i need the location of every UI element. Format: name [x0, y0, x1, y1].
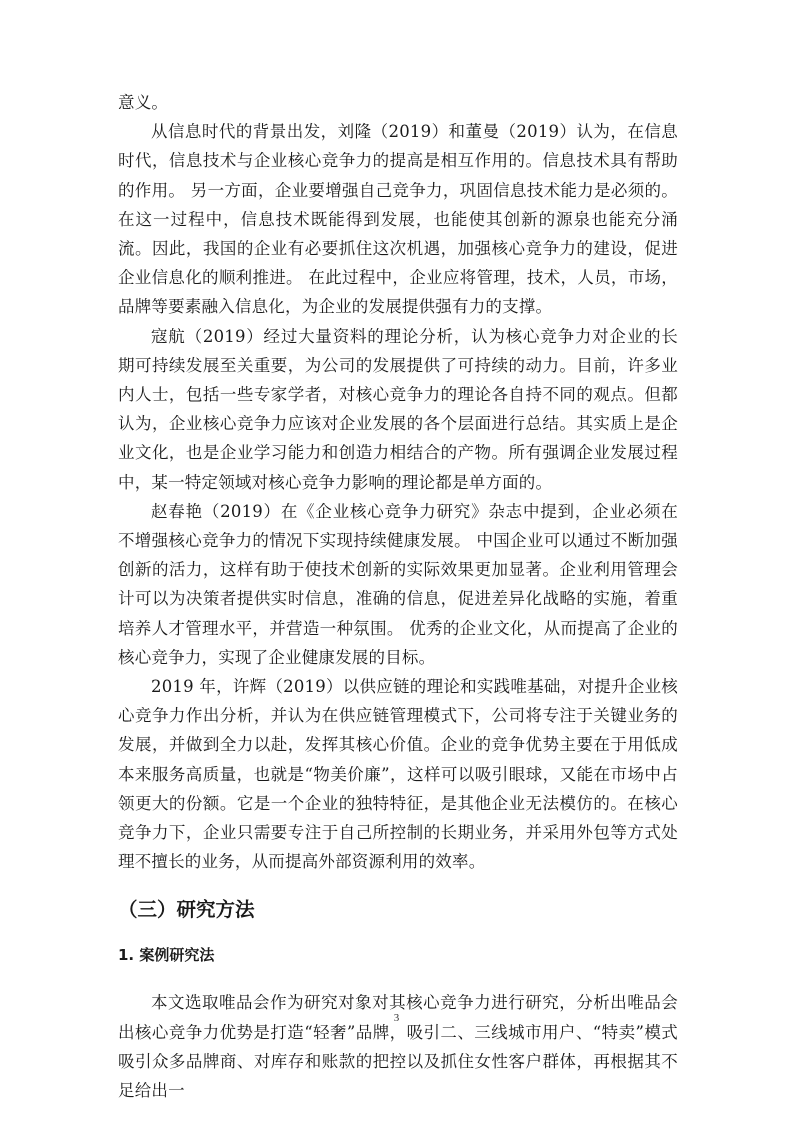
page-content — [118, 88, 678, 1105]
paragraph-kou-hang: 寇航（2019）经过大量资料的理论分析，认为核心竞争力对企业的长期可持续发展至关重要，为公司的发展提供了可持续的动力。目前，许多业内人士，包括一些专家学者，对核心竞争力的理论各自持不同的观点。但都认为，企业核心竞争力应该对企业发展的各个层面进行总结。其实质上是企业文化，也是企业学习能力和创造力相结合的产物。所有强调企业发展过程中，某一特定领域对核心竞争力影响的理论都是单方面的。 — [118, 326, 678, 492]
paragraph-zhao-chunyan: 赵春艳（2019）在《企业核心竞争力研究》杂志中提到，企业必须在不增强核心竞争力的情况下实现持续健康发展。 中国企业可以通过不断加强创新的活力，这样有助于使技术创新的实际效果更加显著。企业利用管理会计可以为决策者提供实时信息，准确的信息，促进差异化战略的实施，着重培养人才管理水平，并营造一种氛围。 优秀的企业文化，从而提高了企业的核心竞争力，实现了企业健康发展的目标。 — [118, 501, 678, 667]
paragraph-continuation: 意义。 — [118, 93, 169, 112]
paragraph-liu-dong: 从信息时代的背景出发，刘隆（2019）和董曼（2019）认为，在信息时代，信息技术与企业核心竞争力的提高是相互作用的。信息技术具有帮助的作用。 另一方面，企业要增强自己竞争力，巩固信息技术能力是必须的。在这一过程中，信息技术既能得到发展，也能使其创新的源泉也能充分涌流。因此，我国的企业有必要抓住这次机遇，加强核心竞争力的建设，促进企业信息化的顺利推进。 在此过程中，企业应将管理，技术，人员，市场，品牌等要素融入信息化，为企业的发展提供强有力的支撑。 — [118, 122, 678, 317]
section-heading-research-methods: （三）研究方法 — [118, 898, 255, 922]
paragraph-case-study: 本文选取唯品会作为研究对象对其核心竞争力进行研究，分析出唯品会出核心竞争力优势是打造“轻奢”品牌，吸引二、三线城市用户、“特卖”模式吸引众多品牌商、对库存和账款的把控以及抓住女性客户群体，再根据其不足给出一 — [118, 993, 678, 1101]
paragraph-xu-hui: 2019 年，许辉（2019）以供应链的理论和实践唯基础，对提升企业核心竞争力作出分析，并认为在供应链管理模式下，公司将专注于关键业务的发展，并做到全力以赴，发挥其核心价值。企业的竞争优势主要在于用低成本来服务高质量，也就是“物美价廉”，这样可以吸引眼球，又能在市场中占领更大的份额。它是一个企业的独特特征，是其他企业无法模仿的。在核心竞争力下，企业只需要专注于自己所控制的长期业务，并采用外包等方式处理不擅长的业务，从而提高外部资源利用的效率。 — [118, 677, 678, 872]
page-number: 3 — [393, 1012, 400, 1024]
subsection-heading-case-study: 1. 案例研究法 — [118, 946, 215, 965]
